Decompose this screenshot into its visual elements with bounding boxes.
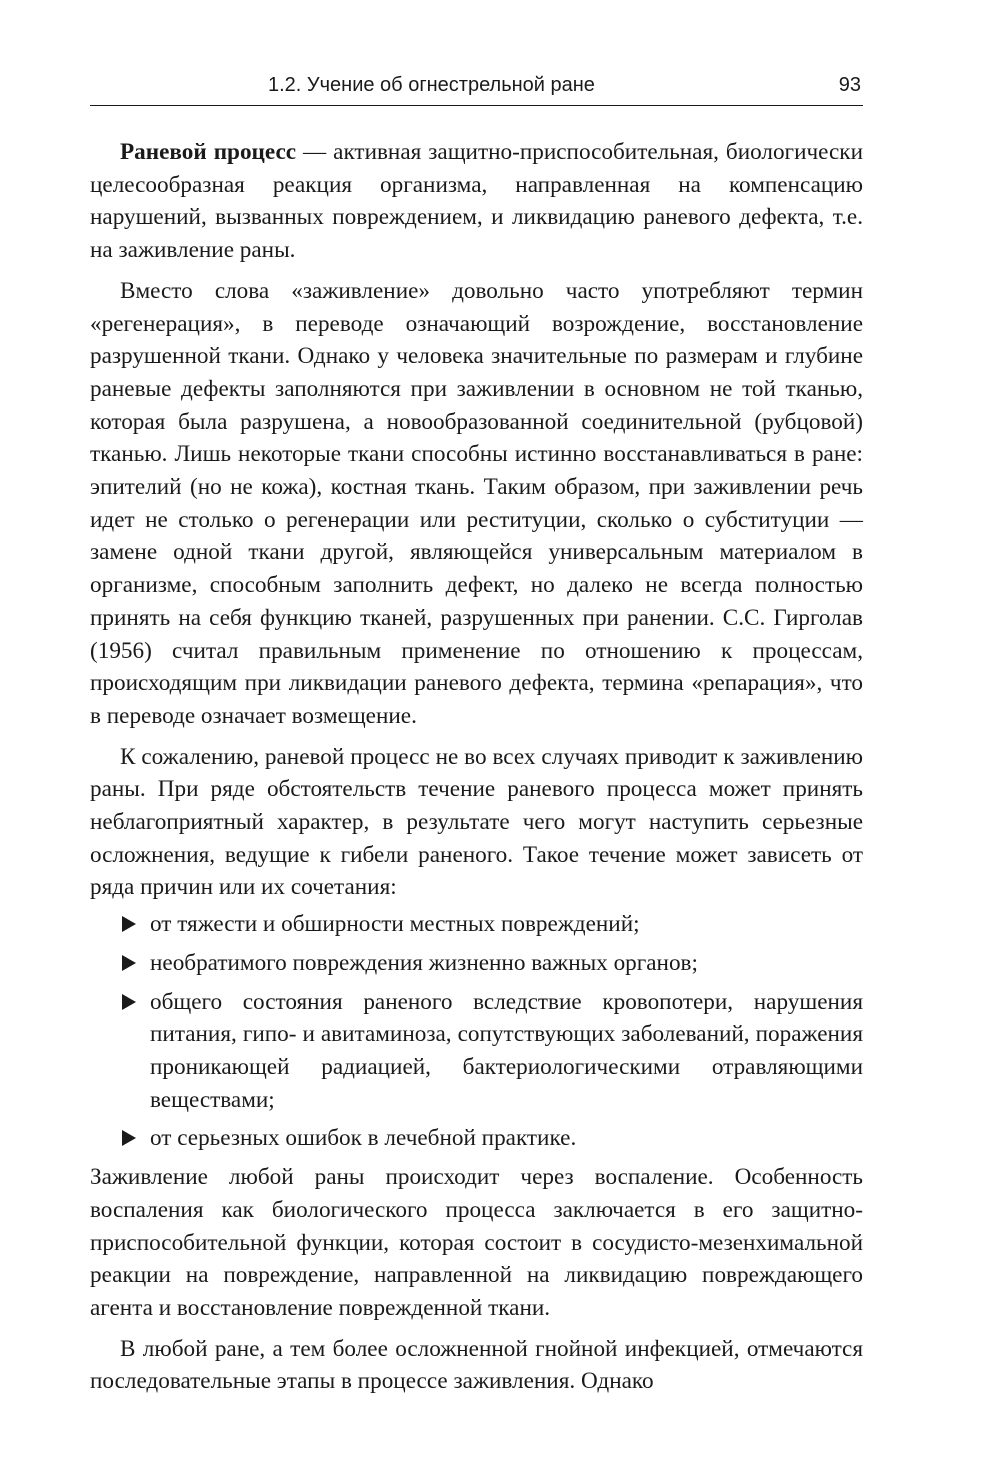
page-header xyxy=(90,74,863,106)
causes-list xyxy=(90,908,863,1155)
defined-term: Раневой процесс xyxy=(120,139,297,165)
list-item: необратимого повреждения жизненно важных органов; xyxy=(150,947,863,980)
triangle-bullet-icon xyxy=(122,994,136,1010)
paragraph-inflammation: Заживление любой раны происходит через воспаление. Особенность воспаления как биологического процесса заключается в его защитно-приспособительной функции, которая состоит в сосудисто-мезенхимальной реакции на повреждение, направленной на ликвидацию повреждающего агента и восстановление поврежденной ткани. xyxy=(90,1164,863,1321)
triangle-bullet-icon xyxy=(122,1130,136,1146)
running-title: 1.2. Учение об огнестрельной ране xyxy=(268,74,595,96)
paragraph-definition xyxy=(90,136,863,267)
triangle-bullet-icon xyxy=(122,955,136,971)
triangle-bullet-icon xyxy=(122,916,136,932)
list-item: от тяжести и обширности местных повреждений; xyxy=(150,908,863,941)
list-item: от серьезных ошибок в лечебной практике. xyxy=(150,1122,863,1155)
paragraph-complications: К сожалению, раневой процесс не во всех случаях приводит к заживлению раны. При ряде обстоятельств течение раневого процесса может принять неблагоприятный характер, в результате чего могут наступить серьезные осложнения, ведущие к гибели раненого. Такое течение может зависеть от ряда причин или их сочетания: xyxy=(90,743,863,901)
paragraph-regeneration: Вместо слова «заживление» довольно часто употребляют термин «регенерация», в переводе означающий возрождение, восстановление разрушенной ткани. Однако у человека значительные по размерам и глубине раневые дефекты заполняются при заживлении в основном не той тканью, которая была разрушена, а новообразованной соединительной (рубцовой) тканью. Лишь некоторые ткани способны истинно восстанавливаться в ране: эпителий (но не кожа), костная ткань. Таким образом, при заживлении речь идет не столько о регенерации или реституции, сколько о субституции — замене одной ткани другой, являющейся универсальным материалом в организме, способным заполнить дефект, но далеко не всегда полностью принять на себя функцию тканей, разрушенных при ранении. С.С. Гирголав (1956) считал правильным применение по отношению к процессам, происходящим при ликвидации раневого дефекта, термина «репарация», что в переводе означает возмещение. xyxy=(90,277,863,729)
book-page xyxy=(90,74,863,1406)
definition-text: — активная защитно-приспособительная, биологически целесообразная реакция организма, направленная на компенсацию нарушений, вызванных повреждением, и ликвидацию раневого дефекта, т.е. на заживление раны. xyxy=(90,139,863,264)
list-item: общего состояния раненого вследствие кровопотери, нарушения питания, гипо- и авитаминоза, сопутствующих заболеваний, поражения проникающей радиацией, бактериологическими отравляющими веществами; xyxy=(150,986,863,1117)
paragraph-healing-stages: В любой ране, а тем более осложненной гнойной инфекцией, отмечаются последовательные этапы в процессе заживления. Однако xyxy=(90,1335,863,1395)
page-number: 93 xyxy=(838,74,861,96)
body-text xyxy=(90,136,863,1398)
